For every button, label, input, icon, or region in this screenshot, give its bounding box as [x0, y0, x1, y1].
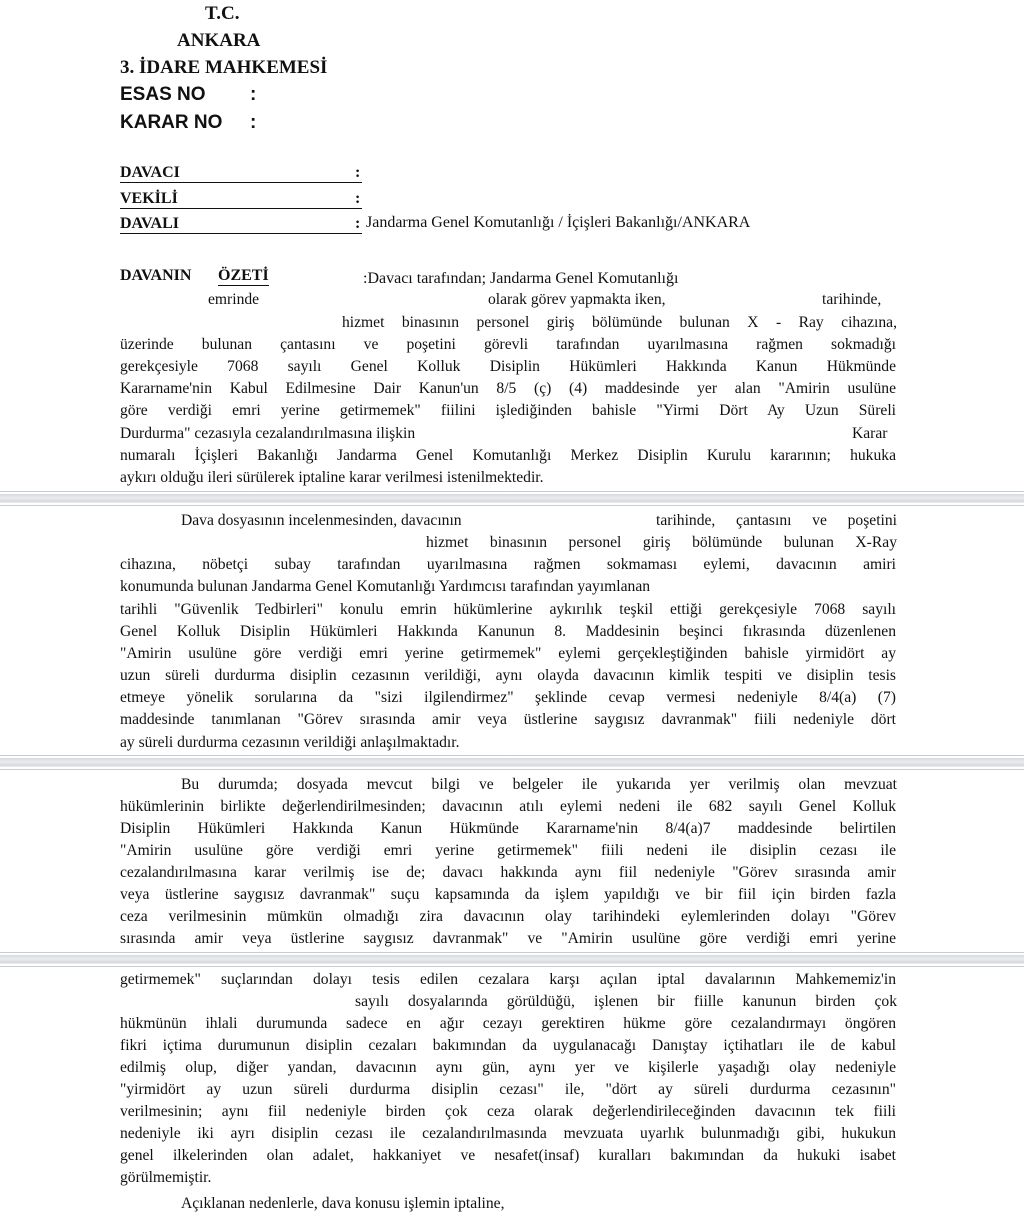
summary-tarihinde: tarihinde, [822, 291, 882, 308]
p4-line-last: görülmemiştir. [120, 1169, 212, 1186]
summary-karar: Karar [852, 425, 888, 442]
page-break-divider [0, 755, 1024, 770]
summary-line: numaralı İçişleri Bakanlığı Jandarma Genel Komutanlığı Merkez Disiplin Kurulu kararının; hukuka [120, 447, 896, 464]
p3-line: ceza verilmesinin mümkün olmadığı zira davacının olay tarihindeki eylemlerinden dolayı "Görev [120, 908, 896, 925]
davali-label: DAVALI [120, 214, 362, 234]
davaci-colon: : [355, 164, 361, 181]
davali-value: Jandarma Genel Komutanlığı / İçişleri Bakanlığı/ANKARA [366, 214, 751, 231]
p2-line: Genel Kolluk Disiplin Hükümleri Hakkında Kanunun 8. Maddesinin beşinci fıkrasında düzenlenen [120, 623, 896, 640]
p3-line: veya üstlerine saygısız davranmak" suçu kapsamında da işlem yapıldığı ve bir fiil için birden fazla [120, 886, 896, 903]
davali-colon: : [355, 215, 361, 232]
davaci-label: DAVACI [120, 163, 362, 183]
p2-line: etmeye yönelik sorularına da "sizi ilgilendirmez" şeklinde cevap vermesi nedeniyle 8/4(a) (7) [120, 689, 896, 706]
p4-line: nedeniyle iki ayrı disiplin cezası ile cezalandırılmasında mevzuata uyarlık bulunmadığı gibi, hukukun [120, 1125, 896, 1142]
p2-line: uzun süreli durdurma disiplin cezasının verildiği, aynı olayda davacının kimlik tespiti ve disiplin tesis [120, 667, 896, 684]
esas-no-label: ESAS NO [120, 84, 206, 105]
karar-no-colon: : [250, 112, 257, 133]
p4-line-2: sayılı dosyalarında görüldüğü, işlenen bir fiille kanunun birden çok [355, 993, 897, 1010]
city-heading: ANKARA [177, 30, 261, 51]
p2-line-last: ay süreli durdurma cezasının verildiği anlaşılmaktadır. [120, 734, 460, 751]
summary-label-ozeti: ÖZETİ [218, 267, 269, 284]
p4-line: edilmiş olup, diğer yandan, davacının aynı gün, aynı yer ve kişilerle yaşadığı olay nedeniyle [120, 1059, 896, 1076]
p2-line-1b: tarihinde, çantasını ve poşetini [656, 512, 897, 529]
p2-line-2: hizmet binasının personel giriş bölümünde bulunan X-Ray [426, 534, 897, 551]
karar-no-label: KARAR NO [120, 112, 223, 133]
vekili-colon: : [355, 190, 361, 207]
summary-line: üzerinde bulunan çantasını ve poşetini görevli tarafından uyarılmasına rağmen sokmadığı [120, 336, 896, 353]
p2-line: "Amirin usulüne göre verdiği emri yerine getirmemek" eylemi gerçekleştiğinden bahisle yirmidört ay [120, 645, 896, 662]
tc-heading: T.C. [205, 3, 240, 24]
summary-line: Durdurma" cezasıyla cezalandırılmasına ilişkin [120, 425, 416, 442]
vekili-label: VEKİLİ [120, 189, 362, 209]
summary-line: gerekçesiyle 7068 sayılı Genel Kolluk Disiplin Hükümleri Hakkında Kanun Hükmünde [120, 358, 896, 375]
summary-line-last: aykırı olduğu ileri sürülerek iptaline karar verilmesi istenilmektedir. [120, 469, 544, 486]
p4-line-1: getirmemek" suçlarından dolayı tesis edilen cezalara karşı açılan iptal davalarının Mahkememiz'in [120, 971, 896, 988]
p2-line: konumunda bulunan Jandarma Genel Komutanlığı Yardımcısı tarafından yayımlanan [120, 578, 651, 595]
summary-emrinde: emrinde [208, 291, 260, 308]
p2-line: maddesinde tanımlanan "Görev sırasında amir veya üstlerine saygısız davranmak" fiili nedeniyle dört [120, 711, 896, 728]
p5-line-1: Açıklanan nedenlerle, dava konusu işlemin iptaline, [181, 1195, 505, 1212]
p3-line: Disiplin Hükümleri Hakkında Kanun Hükmünde Kararname'nin 8/4(a)7 maddesinde belirtilen [120, 820, 896, 837]
p2-line: tarihli "Güvenlik Tedbirleri" konulu emrin hükümlerine aykırılık teşkil ettiği gerekçesiyle 7068 sayılı [120, 601, 896, 618]
summary-line-1: :Davacı tarafından; Jandarma Genel Komutanlığı [363, 270, 679, 287]
p4-line: verilmesinin; aynı fiil nedeniyle birden çok ceza olarak değerlendirileceğinden davacının tek fiili [120, 1103, 896, 1120]
summary-line: göre verdiği emri yerine getirmemek" fiilini işlediğinden bahisle "Yirmi Dört Ay Uzun Süreli [120, 402, 896, 419]
p4-line: genel ilkelerinden olan adalet, hakkaniyet ve nesafet(insaf) kuralları bakımından da hukuki isabet [120, 1147, 896, 1164]
p4-line: "yirmidört ay uzun süreli durdurma disiplin cezası" ile, "dört ay süreli durdurma cezasının" [120, 1081, 896, 1098]
p2-line: cihazına, nöbetçi subay tarafından uyarılmasına rağmen sokmaması eylemi, davacının amiri [120, 556, 896, 573]
summary-line: Kararname'nin Kabul Edilmesine Dair Kanun'un 8/5 (ç) (4) maddesinde yer alan "Amirin usulüne [120, 380, 896, 397]
summary-line: hizmet binasının personel giriş bölümünde bulunan X - Ray cihazına, [342, 314, 897, 331]
p2-line-1a: Dava dosyasının incelenmesinden, davacının [181, 512, 462, 529]
page-break-divider [0, 952, 1024, 967]
esas-no-colon: : [250, 84, 257, 105]
page-break-divider [0, 491, 1024, 506]
p3-line: sırasında amir veya üstlerine saygısız davranmak" ve "Amirin usulüne göre verdiği emri yerine [120, 930, 896, 947]
summary-label-davanin: DAVANIN [120, 267, 192, 284]
p4-line: hükmünün ihlali durumunda sadece en ağır cezayı gerektiren hükme göre cezalandırmayı öngören [120, 1015, 896, 1032]
p3-line-1: Bu durumda; dosyada mevcut bilgi ve belgeler ile yukarıda yer verilmiş olan mevzuat [181, 776, 897, 793]
p3-line: hükümlerinin birlikte değerlendirilmesinden; davacının atılı eylemi nedeni ile 682 sayılı Genel Kolluk [120, 798, 896, 815]
p3-line: "Amirin usulüne göre verdiği emri yerine getirmemek" fiili nedeni ile disiplin cezası ile [120, 842, 896, 859]
p4-line: fikri içtima durumunun disiplin cezaları bakımından da uygulanacağı Danıştay içtihatları ile de kabul [120, 1037, 896, 1054]
p3-line: cezalandırılmasına karar verilmiş ise de; davacı hakkında aynı fiil nedeniyle "Görev sırasında amir [120, 864, 896, 881]
summary-gorev: olarak görev yapmakta iken, [488, 291, 666, 308]
court-name: 3. İDARE MAHKEMESİ [120, 57, 328, 78]
